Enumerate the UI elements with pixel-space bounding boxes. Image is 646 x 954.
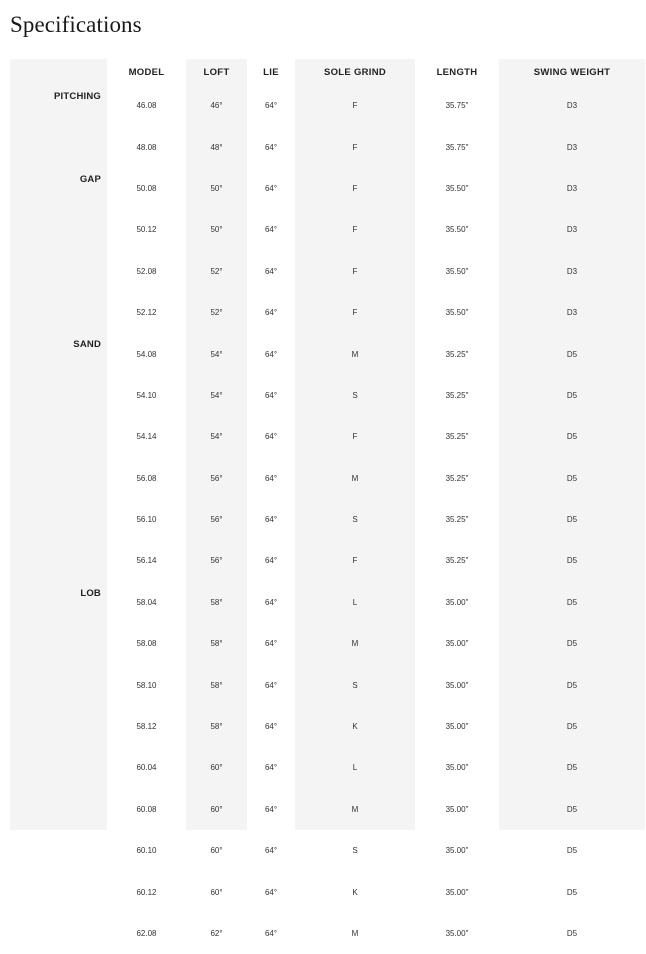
length-cell: 35.75" <box>445 101 469 111</box>
sole-grind-cell: L <box>352 763 358 773</box>
model-cell: 48.08 <box>136 142 157 152</box>
lie-cell: 64° <box>264 308 278 318</box>
sole-grind-cell: F <box>352 142 358 152</box>
group-label <box>10 209 107 250</box>
sole-grind-cell: F <box>352 308 358 318</box>
table-row <box>10 747 645 788</box>
length-cell: 35.25" <box>445 432 469 442</box>
loft-cell: 54° <box>210 390 223 400</box>
table-row <box>10 85 645 126</box>
model-cell: 56.14 <box>136 556 157 566</box>
loft-cell: 50° <box>210 183 223 193</box>
sole-grind-cell: M <box>351 929 359 938</box>
loft-cell: 58° <box>210 722 223 732</box>
table-row <box>10 871 645 912</box>
model-cell: 60.10 <box>136 846 157 856</box>
lie-cell: 64° <box>264 887 278 897</box>
loft-cell: 60° <box>210 804 223 814</box>
lie-cell: 64° <box>264 183 278 193</box>
swing-weight-cell: D3 <box>566 266 578 276</box>
page-title: Specifications <box>10 12 142 37</box>
group-label: SAND <box>73 339 101 351</box>
model-cell: 54.14 <box>136 432 157 442</box>
model-cell: 58.08 <box>136 639 157 649</box>
loft-cell: 60° <box>210 846 223 856</box>
group-label <box>10 913 107 954</box>
sole-grind-cell: F <box>352 556 358 566</box>
sole-grind-cell: M <box>351 349 359 359</box>
swing-weight-cell: D3 <box>566 308 578 318</box>
table-row <box>10 706 645 747</box>
swing-weight-cell: D5 <box>566 515 578 525</box>
sole-grind-cell: S <box>352 390 358 400</box>
sole-grind-cell: F <box>352 432 358 442</box>
table-row <box>10 292 645 333</box>
header-length: LENGTH <box>436 66 478 78</box>
group-label <box>10 747 107 788</box>
model-cell: 58.12 <box>136 722 157 732</box>
model-cell: 54.10 <box>136 390 157 400</box>
group-label <box>10 375 107 416</box>
model-cell: 58.04 <box>136 597 157 607</box>
swing-weight-cell: D5 <box>566 763 578 773</box>
swing-weight-cell: D5 <box>566 432 578 442</box>
header-model: MODEL <box>128 66 165 78</box>
swing-weight-cell: D5 <box>566 722 578 732</box>
model-cell: 52.12 <box>136 308 157 318</box>
length-cell: 35.25" <box>445 390 469 400</box>
table-row <box>10 664 645 705</box>
length-cell: 35.50" <box>445 183 469 193</box>
model-cell: 56.10 <box>136 515 157 525</box>
loft-cell: 58° <box>210 639 223 649</box>
length-cell: 35.00" <box>445 722 469 732</box>
group-label: GAP <box>79 173 101 185</box>
loft-cell: 58° <box>210 680 223 690</box>
model-cell: 62.08 <box>136 929 157 938</box>
header-sole-grind: SOLE GRIND <box>323 66 387 78</box>
lie-cell: 64° <box>264 804 278 814</box>
lie-cell: 64° <box>264 266 278 276</box>
lie-cell: 64° <box>264 101 278 111</box>
loft-cell: 56° <box>210 515 223 525</box>
lie-cell: 64° <box>264 846 278 856</box>
loft-cell: 54° <box>210 432 223 442</box>
model-cell: 58.10 <box>136 680 157 690</box>
table-row <box>10 830 645 871</box>
swing-weight-cell: D3 <box>566 225 578 235</box>
group-label: PITCHING <box>54 91 101 102</box>
loft-cell: 52° <box>210 308 223 318</box>
lie-cell: 64° <box>264 680 278 690</box>
length-cell: 35.00" <box>445 597 469 607</box>
length-cell: 35.00" <box>445 639 469 649</box>
lie-cell: 64° <box>264 722 278 732</box>
table-row <box>10 540 645 581</box>
length-cell: 35.00" <box>445 804 469 814</box>
lie-cell: 64° <box>264 432 278 442</box>
table-row <box>10 582 645 623</box>
lie-cell: 64° <box>264 639 278 649</box>
loft-cell: 48° <box>210 142 223 152</box>
model-cell: 50.08 <box>136 183 157 193</box>
group-label: LOB <box>80 587 101 599</box>
swing-weight-cell: D5 <box>566 390 578 400</box>
table-row <box>10 333 645 374</box>
header-lie: LIE <box>263 66 279 78</box>
sole-grind-cell: K <box>352 887 358 897</box>
header-swing-weight: SWING WEIGHT <box>533 66 611 78</box>
group-label <box>10 126 107 167</box>
sole-grind-cell: S <box>352 846 358 856</box>
swing-weight-cell: D3 <box>566 183 578 193</box>
loft-cell: 60° <box>210 763 223 773</box>
sole-grind-cell: M <box>351 639 359 649</box>
table-row <box>10 458 645 499</box>
table-row <box>10 499 645 540</box>
group-label <box>10 540 107 581</box>
loft-cell: 56° <box>210 556 223 566</box>
swing-weight-cell: D5 <box>566 804 578 814</box>
group-label <box>10 499 107 540</box>
group-label <box>10 458 107 499</box>
lie-cell: 64° <box>264 390 278 400</box>
length-cell: 35.25" <box>445 349 469 359</box>
loft-cell: 60° <box>210 887 223 897</box>
swing-weight-cell: D5 <box>566 556 578 566</box>
lie-cell: 64° <box>264 142 278 152</box>
sole-grind-cell: K <box>352 722 358 732</box>
swing-weight-cell: D5 <box>566 639 578 649</box>
table-row <box>10 209 645 250</box>
length-cell: 35.00" <box>445 763 469 773</box>
model-cell: 52.08 <box>136 266 157 276</box>
loft-cell: 46° <box>210 101 223 111</box>
loft-cell: 50° <box>210 225 223 235</box>
table-row <box>10 375 645 416</box>
table-header <box>10 59 645 85</box>
table-row <box>10 416 645 457</box>
lie-cell: 64° <box>264 473 278 483</box>
swing-weight-cell: D3 <box>566 101 578 111</box>
table-row <box>10 789 645 830</box>
swing-weight-cell: D5 <box>566 929 578 938</box>
table-row <box>10 126 645 167</box>
group-label <box>10 871 107 912</box>
length-cell: 35.50" <box>445 308 469 318</box>
length-cell: 35.50" <box>445 225 469 235</box>
lie-cell: 64° <box>264 597 278 607</box>
group-label <box>10 664 107 705</box>
header-group <box>10 59 107 85</box>
length-cell: 35.00" <box>445 929 469 938</box>
group-label <box>10 623 107 664</box>
model-cell: 46.08 <box>136 101 157 111</box>
model-cell: 50.12 <box>136 225 157 235</box>
length-cell: 35.75" <box>445 142 469 152</box>
swing-weight-cell: D5 <box>566 887 578 897</box>
table-row <box>10 168 645 209</box>
lie-cell: 64° <box>264 763 278 773</box>
table-row <box>10 251 645 292</box>
model-cell: 60.04 <box>136 763 157 773</box>
model-cell: 54.08 <box>136 349 157 359</box>
swing-weight-cell: D5 <box>566 349 578 359</box>
group-label <box>10 830 107 871</box>
length-cell: 35.00" <box>445 680 469 690</box>
model-cell: 56.08 <box>136 473 157 483</box>
loft-cell: 52° <box>210 266 223 276</box>
sole-grind-cell: F <box>352 225 358 235</box>
lie-cell: 64° <box>264 349 278 359</box>
group-label <box>10 706 107 747</box>
swing-weight-cell: D5 <box>566 473 578 483</box>
header-row <box>10 59 645 85</box>
header-loft: LOFT <box>203 66 230 78</box>
swing-weight-cell: D5 <box>566 597 578 607</box>
table-row <box>10 913 645 954</box>
swing-weight-cell: D3 <box>566 142 578 152</box>
group-label <box>10 789 107 830</box>
sole-grind-cell: F <box>352 101 358 111</box>
table-body <box>10 85 645 954</box>
specifications-table <box>10 59 645 954</box>
lie-cell: 64° <box>264 515 278 525</box>
sole-grind-cell: S <box>352 680 358 690</box>
length-cell: 35.25" <box>445 473 469 483</box>
sole-grind-cell: S <box>352 515 358 525</box>
group-label <box>10 292 107 333</box>
group-label <box>10 251 107 292</box>
length-cell: 35.00" <box>445 846 469 856</box>
lie-cell: 64° <box>264 556 278 566</box>
loft-cell: 56° <box>210 473 223 483</box>
length-cell: 35.25" <box>445 515 469 525</box>
length-cell: 35.50" <box>445 266 469 276</box>
lie-cell: 64° <box>264 225 278 235</box>
sole-grind-cell: L <box>352 597 358 607</box>
swing-weight-cell: D5 <box>566 680 578 690</box>
loft-cell: 62° <box>210 929 223 938</box>
model-cell: 60.12 <box>136 887 157 897</box>
loft-cell: 58° <box>210 597 223 607</box>
swing-weight-cell: D5 <box>566 846 578 856</box>
lie-cell: 64° <box>264 929 278 938</box>
group-label <box>10 416 107 457</box>
sole-grind-cell: M <box>351 473 359 483</box>
model-cell: 60.08 <box>136 804 157 814</box>
length-cell: 35.25" <box>445 556 469 566</box>
sole-grind-cell: M <box>351 804 359 814</box>
sole-grind-cell: F <box>352 266 358 276</box>
table-row <box>10 623 645 664</box>
sole-grind-cell: F <box>352 183 358 193</box>
loft-cell: 54° <box>210 349 223 359</box>
length-cell: 35.00" <box>445 887 469 897</box>
